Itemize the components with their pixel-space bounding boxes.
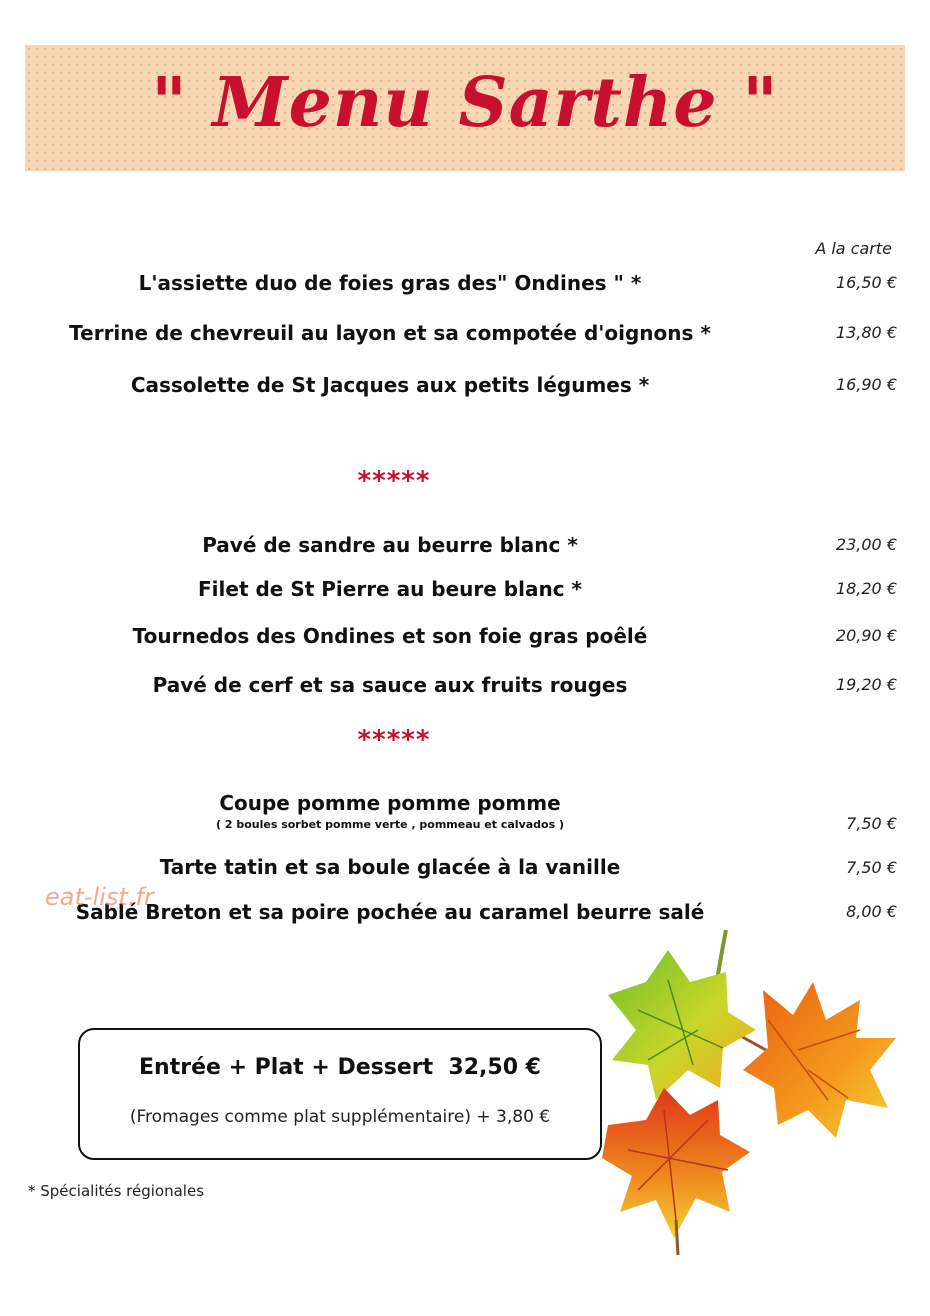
title-banner <box>25 45 905 171</box>
dish-name-plat-1: Pavé de sandre au beurre blanc * <box>202 533 578 557</box>
dish-name-plat-4: Pavé de cerf et sa sauce aux fruits rouges <box>152 673 628 697</box>
price-column-label: A la carte <box>815 239 892 258</box>
dish-price-dessert-3: 8,00 € <box>846 902 897 921</box>
dish-name-dessert-3: Sablé Breton et sa poire pochée au caramel beurre salé <box>75 900 705 924</box>
dish-name-entree-1: L'assiette duo de foies gras des" Ondines " * <box>138 271 642 295</box>
dish-name-dessert-1: Coupe pomme pomme pomme <box>219 791 561 815</box>
dish-name-entree-2: Terrine de chevreuil au layon et sa compotée d'oignons * <box>69 321 711 345</box>
section-separator: ***** <box>357 466 431 496</box>
dish-note-dessert-1: ( 2 boules sorbet pomme verte , pommeau et calvados ) <box>215 818 564 831</box>
dish-name-plat-3: Tournedos des Ondines et son foie gras poêlé <box>132 624 648 648</box>
dish-price-dessert-1: 7,50 € <box>846 814 897 833</box>
dish-price-plat-3: 20,90 € <box>835 626 897 645</box>
cheese-supplement: (Fromages comme plat supplémentaire) + 3,80 € <box>129 1107 551 1127</box>
menu-title: " Menu Sarthe " <box>151 63 779 143</box>
autumn-leaves-icon <box>598 920 908 1260</box>
dish-price-dessert-2: 7,50 € <box>846 858 897 877</box>
dish-price-plat-4: 19,20 € <box>835 675 897 694</box>
set-menu-price: Entrée + Plat + Dessert 32,50 € <box>139 1055 541 1080</box>
section-separator: ***** <box>357 725 431 755</box>
dish-name-dessert-2: Tarte tatin et sa boule glacée à la vanille <box>159 855 621 879</box>
dish-price-entree-1: 16,50 € <box>835 273 897 292</box>
dish-price-plat-2: 18,20 € <box>835 579 897 598</box>
dish-name-entree-3: Cassolette de St Jacques aux petits légumes * <box>130 373 650 397</box>
dish-price-plat-1: 23,00 € <box>835 535 897 554</box>
dish-price-entree-2: 13,80 € <box>835 323 897 342</box>
footnote: * Spécialités régionales <box>28 1182 205 1200</box>
dish-price-entree-3: 16,90 € <box>835 375 897 394</box>
dish-name-plat-2: Filet de St Pierre au beure blanc * <box>198 577 582 601</box>
set-menu-box <box>78 1028 602 1160</box>
watermark: eat-list.fr <box>45 883 154 911</box>
